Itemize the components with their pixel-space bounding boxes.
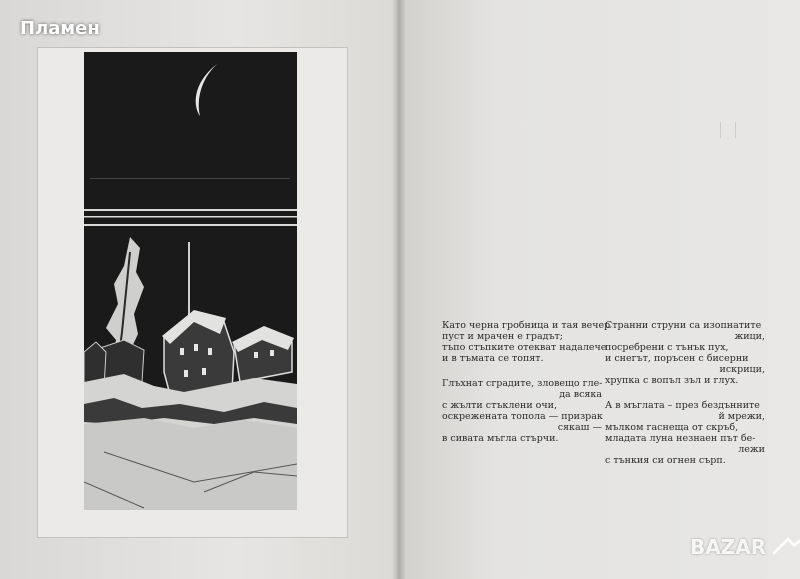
poem-line: А в мъглата – през бездънните xyxy=(605,400,760,411)
poem-line: с тънкия си огнен сърп. xyxy=(605,455,726,466)
stanza-break xyxy=(442,364,602,378)
poem-line: да всяка xyxy=(559,389,602,400)
poem-line: оскрежената топола — призрак xyxy=(442,411,603,422)
stanza-break xyxy=(605,386,765,400)
poem-line: й мрежи, xyxy=(718,411,765,422)
poem-line: жици, xyxy=(734,331,765,342)
poem-line: и в тъмата се топят. xyxy=(442,353,544,364)
poem-line: лежи xyxy=(738,444,765,455)
poem-left-column xyxy=(442,320,611,444)
bazar-logo-icon xyxy=(770,535,800,559)
watermark-text: BAZAR xyxy=(690,535,767,559)
poem-line: Като черна гробница и тая вечер xyxy=(442,320,611,331)
poem-right-column xyxy=(605,320,765,466)
poem-line: тъпо стъпките отекват надалече xyxy=(442,342,607,353)
poem-line: посребрени с тънък пух, xyxy=(605,342,729,353)
poem-line: в сивата мъгла стърчи. xyxy=(442,433,559,444)
poem-line: пуст и мрачен е градът; xyxy=(442,331,563,342)
poem-line: с жълти стъклени очи, xyxy=(442,400,558,411)
poem-line: Глъхнат сградите, зловещо гле- xyxy=(442,378,603,389)
right-page xyxy=(398,0,800,579)
poem-line: Странни струни са изопнатите xyxy=(605,320,762,331)
poem-line: сякаш — xyxy=(557,422,602,433)
night-town-illustration xyxy=(84,52,297,510)
book-gutter xyxy=(392,0,406,579)
poem-line: младата луна незнаен път бе- xyxy=(605,433,756,444)
poem-line: хрупка с вопъл зъл и глух. xyxy=(605,375,739,386)
poem-line: и снегът, поръсен с бисерни xyxy=(605,353,749,364)
poem-line: мълком гаснеща от скръб, xyxy=(605,422,739,433)
poem-line: искрици, xyxy=(719,364,765,375)
bazar-watermark xyxy=(690,528,800,566)
page-number-marker xyxy=(720,122,736,138)
seller-name-overlay: Пламен xyxy=(20,18,100,39)
